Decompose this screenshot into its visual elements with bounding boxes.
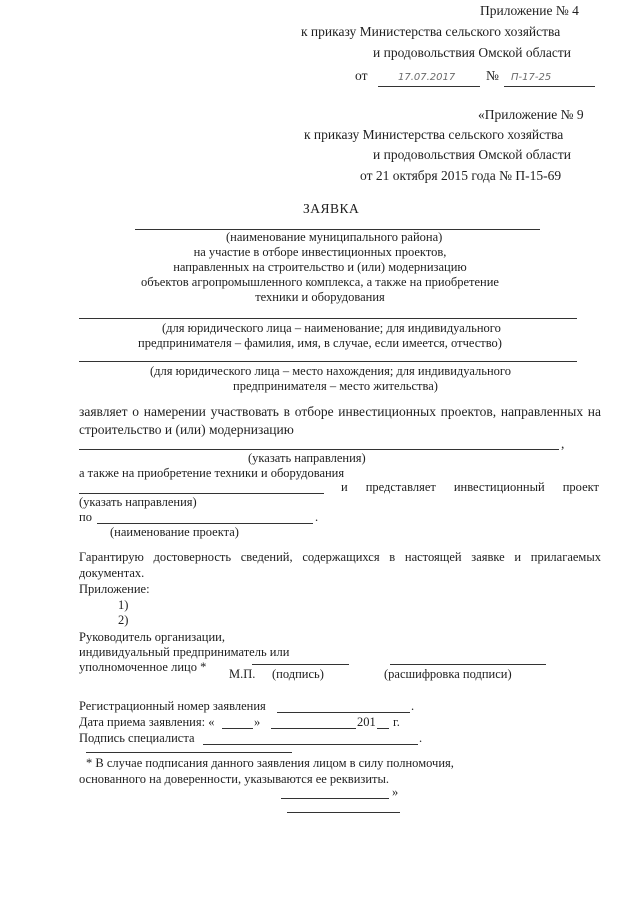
comma: , — [561, 436, 565, 451]
po-label: по — [79, 510, 92, 524]
footnote-separator — [86, 752, 292, 753]
head-line-3: уполномоченное лицо * — [79, 660, 207, 674]
guarantee-line-2: документах. — [79, 566, 145, 580]
attachment-item-2: 2) — [118, 613, 129, 627]
receipt-date-quote: » — [254, 715, 261, 729]
guarantee-line-1: Гарантирую достоверность сведений, содержащихся в настоящей заявке и прилагаемых — [79, 550, 601, 564]
form-title: ЗАЯВКА — [303, 201, 360, 216]
receipt-date-label: Дата приема заявления: « — [79, 715, 215, 729]
receipt-month-field[interactable] — [271, 728, 356, 729]
presents-project-line: и представляет инвестиционный проект — [341, 480, 599, 494]
appendix9-ministry-line: и продовольствия Омской области — [373, 147, 572, 162]
receipt-year-suffix: г. — [393, 715, 400, 729]
applicant-name-caption-2: предпринимателя – фамилия, имя, в случае, если имеется, отчество) — [138, 336, 502, 350]
receipt-year-prefix: 201 — [357, 715, 376, 729]
intro-line-1: на участие в отборе инвестиционных проектов, — [193, 245, 447, 259]
project-name-caption: (наименование проекта) — [110, 525, 239, 539]
closing-line-2 — [287, 812, 400, 813]
period: . — [419, 731, 423, 745]
direction-caption-1: (указать направления) — [248, 451, 366, 465]
appendix4-ministry-line: и продовольствия Омской области — [373, 45, 572, 60]
intro-line-4: техники и оборудования — [255, 290, 385, 304]
signature-decoding-field[interactable] — [390, 664, 546, 665]
receipt-year-field[interactable] — [377, 728, 389, 729]
intro-line-2: направленных на строительство и (или) модернизацию — [173, 260, 467, 274]
closing-quote: » — [392, 785, 399, 799]
declaration-line-1: заявляет о намерении участвовать в отборе инвестиционных проектов, направленных на — [79, 404, 601, 419]
handwritten-number: П-17-25 — [511, 72, 552, 83]
applicant-name-caption-1: (для юридического лица – наименование; для индивидуального — [162, 321, 501, 335]
appendix4-from-label: от — [355, 68, 368, 83]
closing-line-1 — [281, 798, 389, 799]
head-line-2: индивидуальный предприниматель или — [79, 645, 290, 659]
handwritten-date: 17.07.2017 — [398, 72, 456, 83]
direction-field-1[interactable] — [79, 449, 559, 450]
appendix4-title: Приложение № 4 — [480, 3, 579, 18]
applicant-address-caption-2: предпринимателя – место жительства) — [233, 379, 438, 393]
applicant-address-field[interactable] — [79, 361, 577, 362]
period: . — [411, 699, 415, 713]
appendix9-title: «Приложение № 9 — [478, 107, 584, 122]
district-caption: (наименование муниципального района) — [226, 230, 443, 244]
appendix9-date-line: от 21 октября 2015 года № П-15-69 — [360, 168, 562, 183]
applicant-address-caption-1: (для юридического лица – место нахождения; для индивидуального — [150, 364, 511, 378]
signature-field[interactable] — [252, 664, 349, 665]
appendix4-order-line: к приказу Министерства сельского хозяйства — [301, 24, 561, 39]
footnote-line-1: * В случае подписания данного заявления лицом в силу полномочия, — [86, 756, 454, 770]
signature-caption: (подпись) — [272, 667, 324, 681]
declaration-line-2: строительство и (или) модернизацию — [79, 422, 294, 437]
direction-caption-2: (указать направления) — [79, 495, 197, 509]
registration-number-label: Регистрационный номер заявления — [79, 699, 266, 713]
specialist-signature-field[interactable] — [203, 744, 418, 745]
registration-number-field[interactable] — [277, 712, 410, 713]
project-name-field[interactable] — [97, 523, 313, 524]
stamp-label: М.П. — [229, 667, 256, 681]
period: . — [315, 510, 319, 524]
receipt-day-field[interactable] — [222, 728, 253, 729]
attachment-item-1: 1) — [118, 598, 129, 612]
footnote-line-2: основанного на доверенности, указываются ее реквизиты. — [79, 772, 390, 786]
head-line-1: Руководитель организации, — [79, 630, 225, 644]
attachment-label: Приложение: — [79, 582, 150, 596]
direction-field-2[interactable] — [79, 493, 324, 494]
appendix9-order-line: к приказу Министерства сельского хозяйства — [304, 127, 564, 142]
number-line — [504, 86, 595, 87]
applicant-name-field[interactable] — [79, 318, 577, 319]
date-line — [378, 86, 480, 87]
specialist-signature-label: Подпись специалиста — [79, 731, 195, 745]
signature-decoding-caption: (расшифровка подписи) — [384, 667, 512, 681]
number-label: № — [486, 68, 499, 83]
purchase-line: а также на приобретение техники и оборудования — [79, 466, 345, 480]
intro-line-3: объектов агропромышленного комплекса, а также на приобретение — [141, 275, 499, 289]
